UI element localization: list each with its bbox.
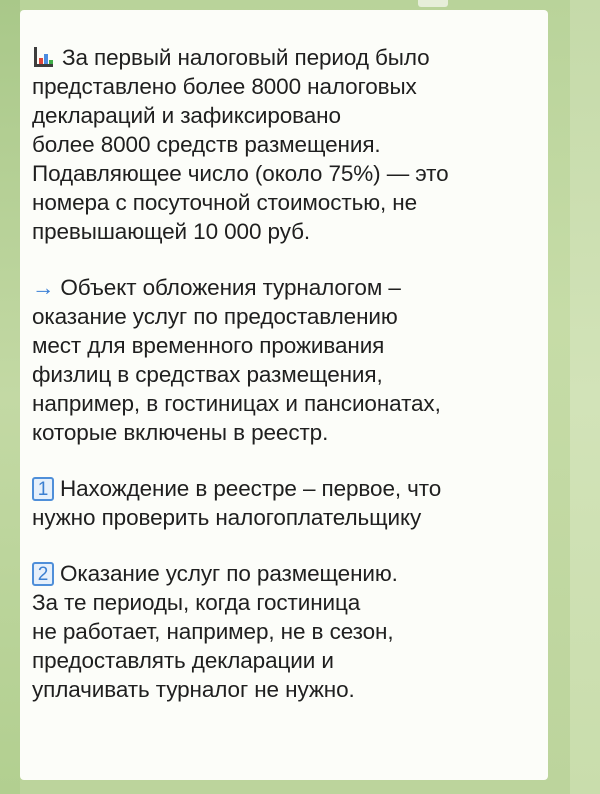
text-line: мест для временного проживания (32, 333, 385, 358)
text-line: За те периоды, когда гостиница (32, 590, 361, 615)
text-line: более 8000 средств размещения. (32, 132, 381, 157)
text-line-content: За первый налоговый период было (62, 45, 430, 70)
text-line-content: Нахождение в реестре – первое, что (60, 476, 442, 501)
text-line-content: Оказание услуг по размещению. (60, 561, 398, 586)
text-line: нужно проверить налогоплательщику (32, 505, 422, 530)
text-line (32, 559, 536, 588)
text-line: предоставлять декларации и (32, 648, 334, 673)
text-line (32, 474, 536, 503)
text-line: например, в гостиницах и пансионатах, (32, 391, 441, 416)
right-arrow-icon: → (32, 275, 55, 300)
bar-chart-icon (32, 47, 54, 67)
text-line: которые включены в реестр. (32, 420, 329, 445)
text-line-content: Объект обложения турналогом – (60, 275, 401, 300)
text-line: превышающей 10 000 руб. (32, 219, 311, 244)
text-line: номера с посуточной стоимостью, не (32, 190, 418, 215)
text-line: физлиц в средствах размещения, (32, 362, 383, 387)
text-line: деклараций и зафиксировано (32, 103, 341, 128)
text-line (32, 273, 536, 302)
message-bubble[interactable] (20, 10, 548, 780)
text-line: представлено более 8000 налоговых (32, 74, 417, 99)
paragraph-point-2 (32, 559, 536, 704)
text-line: уплачивать турналог не нужно. (32, 677, 355, 702)
adjacent-message-edge (418, 0, 448, 7)
text-line: оказание услуг по предоставлению (32, 304, 398, 329)
paragraph-statistics (32, 43, 536, 246)
text-line: Подавляющее число (около 75%) — это (32, 161, 449, 186)
keycap-1-icon: 1 (32, 477, 54, 501)
chat-wallpaper-left (0, 0, 20, 794)
chat-wallpaper-right (570, 0, 600, 794)
text-line: не работает, например, не в сезон, (32, 619, 394, 644)
text-line (32, 43, 536, 72)
paragraph-tax-object (32, 273, 536, 447)
keycap-2-icon: 2 (32, 562, 54, 586)
paragraph-point-1 (32, 474, 536, 532)
